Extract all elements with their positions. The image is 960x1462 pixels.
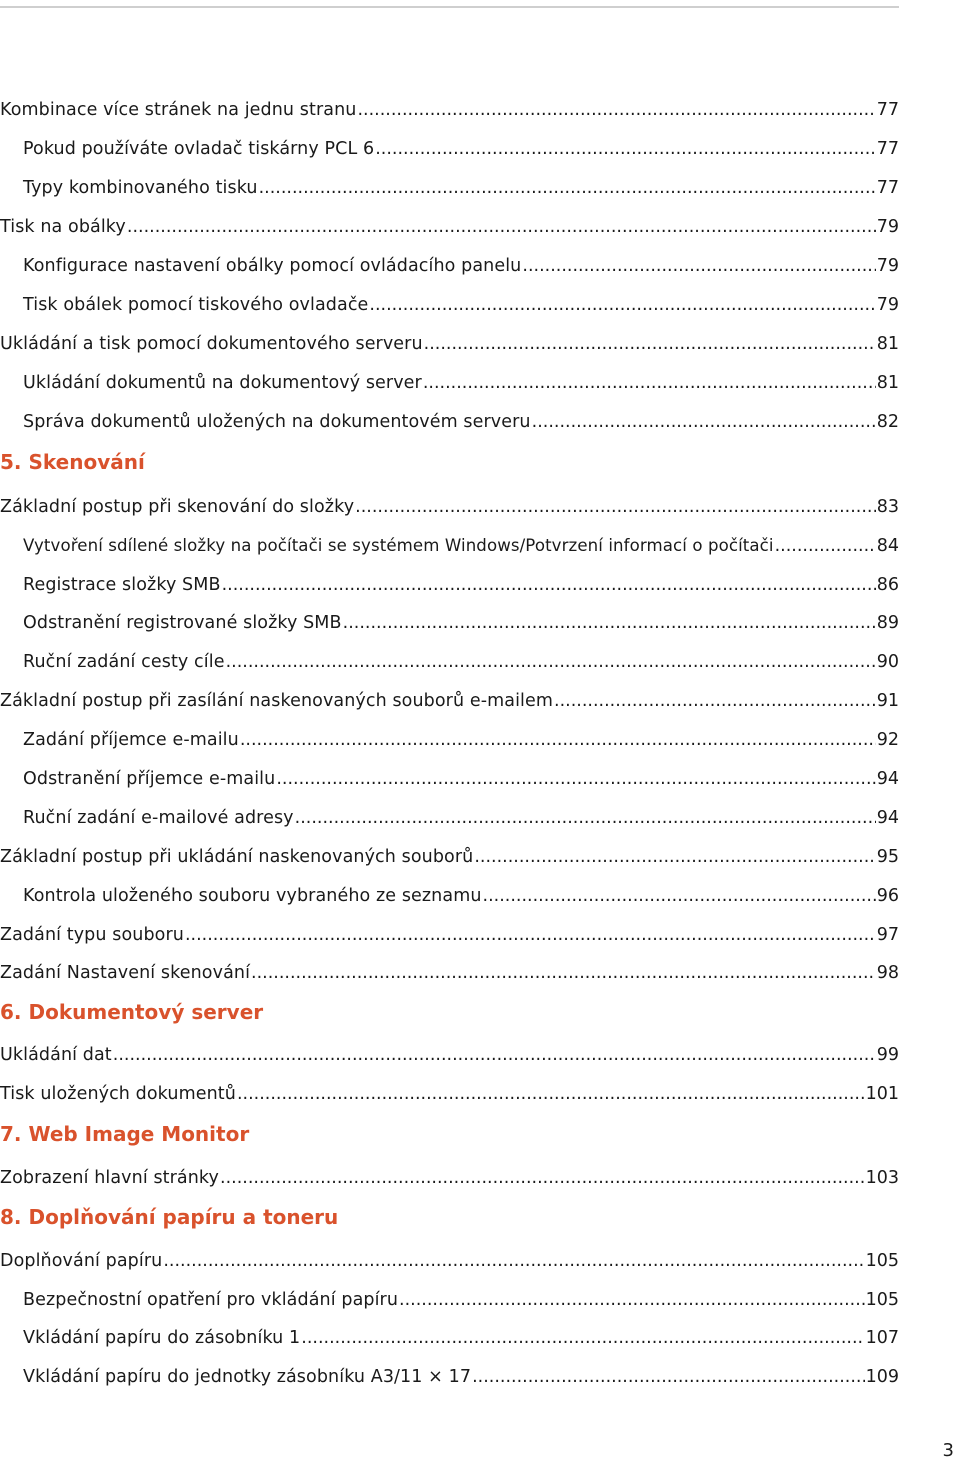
toc-entry-title: Kontrola uloženého souboru vybraného ze seznamu: [23, 886, 482, 906]
toc-entry-page: 77: [876, 139, 899, 159]
toc-entry-page: 90: [876, 652, 899, 672]
toc-leader-dots: [240, 728, 876, 752]
toc-entry-page: 92: [876, 730, 899, 750]
toc-leader-dots: [295, 806, 876, 830]
toc-entry-page: 105: [865, 1290, 899, 1310]
toc-entry[interactable]: [23, 806, 899, 830]
toc-entry[interactable]: [23, 884, 899, 908]
toc-entry-title: Tisk obálek pomocí tiskového ovladače: [23, 295, 369, 315]
toc-entry[interactable]: [23, 611, 899, 635]
toc-entry-page: 98: [876, 963, 899, 983]
toc-entry-title: Typy kombinovaného tisku: [23, 178, 258, 198]
toc-entry[interactable]: [0, 961, 899, 985]
toc-entry[interactable]: [23, 728, 899, 752]
toc-leader-dots: [472, 1365, 865, 1389]
toc-entry[interactable]: [23, 137, 899, 161]
toc-leader-dots: [220, 1166, 865, 1190]
toc-entry-title: Základní postup při zasílání naskenovaných souborů e-mailem: [0, 691, 554, 711]
toc-leader-dots: [399, 1288, 865, 1312]
toc-entry[interactable]: [0, 845, 899, 869]
toc-leader-dots: [185, 923, 876, 947]
toc-leader-dots: [113, 1043, 876, 1067]
toc-entry[interactable]: [0, 1166, 899, 1190]
toc-entry-page: 77: [876, 100, 899, 120]
page-number: 3: [942, 1440, 954, 1461]
toc-entry-page: 79: [876, 256, 899, 276]
toc-entry-page: 95: [876, 847, 899, 867]
toc-leader-dots: [251, 961, 876, 985]
toc-entry-page: 79: [876, 217, 899, 237]
toc-entry-title: Bezpečnostní opatření pro vkládání papíru: [23, 1290, 399, 1310]
toc-entry[interactable]: [23, 1326, 899, 1350]
toc-entry[interactable]: [23, 1365, 899, 1389]
toc-leader-dots: [424, 332, 876, 356]
toc-entry[interactable]: [23, 410, 899, 434]
toc-entry-title: Vytvoření sdílené složky na počítači se systémem Windows/Potvrzení informací o počítači: [23, 536, 774, 555]
toc-entry[interactable]: [23, 767, 899, 791]
toc-entry-title: Vkládání papíru do zásobníku 1: [23, 1328, 301, 1348]
toc-entry-title: Odstranění registrované složky SMB: [23, 613, 342, 633]
toc-leader-dots: [355, 495, 876, 519]
toc-leader-dots: [423, 371, 876, 395]
toc-entry-title: Zadání Nastavení skenování: [0, 963, 251, 983]
toc-entry-title: Ukládání dokumentů na dokumentový server: [23, 373, 422, 393]
toc-entry-title: Kombinace více stránek na jednu stranu: [0, 100, 357, 120]
toc-entry-page: 89: [876, 613, 899, 633]
toc-entry-title: Ruční zadání e-mailové adresy: [23, 808, 294, 828]
toc-entry-title: Tisk uložených dokumentů: [0, 1084, 236, 1104]
toc-entry-title: Základní postup při ukládání naskenovaných souborů: [0, 847, 474, 867]
toc-entry-title: Ukládání dat: [0, 1045, 112, 1065]
toc-entry[interactable]: [0, 923, 899, 947]
toc-entry-title: Vkládání papíru do jednotky zásobníku A3/11 × 17: [23, 1367, 472, 1387]
toc-leader-dots: [222, 573, 876, 597]
toc-leader-dots: [474, 845, 875, 869]
toc-leader-dots: [369, 293, 875, 317]
toc-entry-title: Zadání typu souboru: [0, 925, 184, 945]
toc-entry[interactable]: [23, 176, 899, 200]
toc-entry-page: 81: [876, 373, 899, 393]
toc-entry-page: 84: [876, 536, 899, 556]
chapter-heading[interactable]: 5. Skenování: [0, 450, 145, 474]
toc-entry-page: 83: [876, 497, 899, 517]
toc-entry-page: 99: [876, 1045, 899, 1065]
toc-leader-dots: [522, 254, 875, 278]
toc-leader-dots: [483, 884, 876, 908]
toc-leader-dots: [775, 534, 876, 558]
toc-entry-page: 103: [865, 1168, 899, 1188]
chapter-heading[interactable]: 6. Dokumentový server: [0, 1000, 264, 1024]
toc-entry-page: 101: [865, 1084, 899, 1104]
toc-entry-title: Doplňování papíru: [0, 1251, 163, 1271]
toc-entry[interactable]: [23, 371, 899, 395]
toc-leader-dots: [554, 689, 876, 713]
toc-entry-title: Zadání příjemce e-mailu: [23, 730, 239, 750]
chapter-heading[interactable]: 7. Web Image Monitor: [0, 1122, 250, 1146]
toc-entry-title: Zobrazení hlavní stránky: [0, 1168, 219, 1188]
toc-entry-page: 94: [876, 769, 899, 789]
toc-entry-title: Pokud používáte ovladač tiskárny PCL 6: [23, 139, 375, 159]
toc-leader-dots: [276, 767, 875, 791]
toc-leader-dots: [127, 215, 876, 239]
toc-entry[interactable]: [23, 650, 899, 674]
toc-entry-page: 97: [876, 925, 899, 945]
toc-entry[interactable]: [23, 293, 899, 317]
toc-entry-page: 82: [876, 412, 899, 432]
toc-entry-page: 81: [876, 334, 899, 354]
toc-entry-title: Odstranění příjemce e-mailu: [23, 769, 276, 789]
toc-entry-page: 91: [876, 691, 899, 711]
toc-entry[interactable]: [0, 1082, 899, 1106]
toc-entry-page: 96: [876, 886, 899, 906]
toc-entry[interactable]: [23, 534, 899, 558]
toc-entry[interactable]: [0, 1043, 899, 1067]
toc-leader-dots: [259, 176, 876, 200]
toc-leader-dots: [375, 137, 876, 161]
toc-entry[interactable]: [23, 254, 899, 278]
toc-entry-page: 79: [876, 295, 899, 315]
toc-entry[interactable]: [0, 1249, 899, 1273]
toc-entry-title: Konfigurace nastavení obálky pomocí ovládacího panelu: [23, 256, 522, 276]
toc-leader-dots: [237, 1082, 865, 1106]
toc-entry-title: Ukládání a tisk pomocí dokumentového serveru: [0, 334, 423, 354]
toc-entry-title: Správa dokumentů uložených na dokumentovém serveru: [23, 412, 531, 432]
toc-entry-title: Základní postup při skenování do složky: [0, 497, 355, 517]
toc-entry-title: Registrace složky SMB: [23, 575, 221, 595]
toc-entry[interactable]: [0, 495, 899, 519]
toc-entry[interactable]: [23, 1288, 899, 1312]
toc-entry-page: 77: [876, 178, 899, 198]
toc-entry-page: 105: [865, 1251, 899, 1271]
toc-entry-title: Tisk na obálky: [0, 217, 126, 237]
toc-entry[interactable]: [0, 215, 899, 239]
toc-entry[interactable]: [0, 332, 899, 356]
toc-entry-page: 107: [865, 1328, 899, 1348]
toc-leader-dots: [343, 611, 876, 635]
toc-leader-dots: [532, 410, 876, 434]
chapter-heading[interactable]: 8. Doplňování papíru a toneru: [0, 1205, 339, 1229]
toc-leader-dots: [226, 650, 876, 674]
toc-entry-title: Ruční zadání cesty cíle: [23, 652, 225, 672]
toc-entry-page: 109: [865, 1367, 899, 1387]
toc-entry-page: 86: [876, 575, 899, 595]
toc-leader-dots: [357, 98, 875, 122]
toc-entry[interactable]: [0, 98, 899, 122]
toc-leader-dots: [163, 1249, 864, 1273]
toc-entry[interactable]: [23, 573, 899, 597]
toc-entry-page: 94: [876, 808, 899, 828]
toc-entry[interactable]: [0, 689, 899, 713]
toc-leader-dots: [301, 1326, 864, 1350]
